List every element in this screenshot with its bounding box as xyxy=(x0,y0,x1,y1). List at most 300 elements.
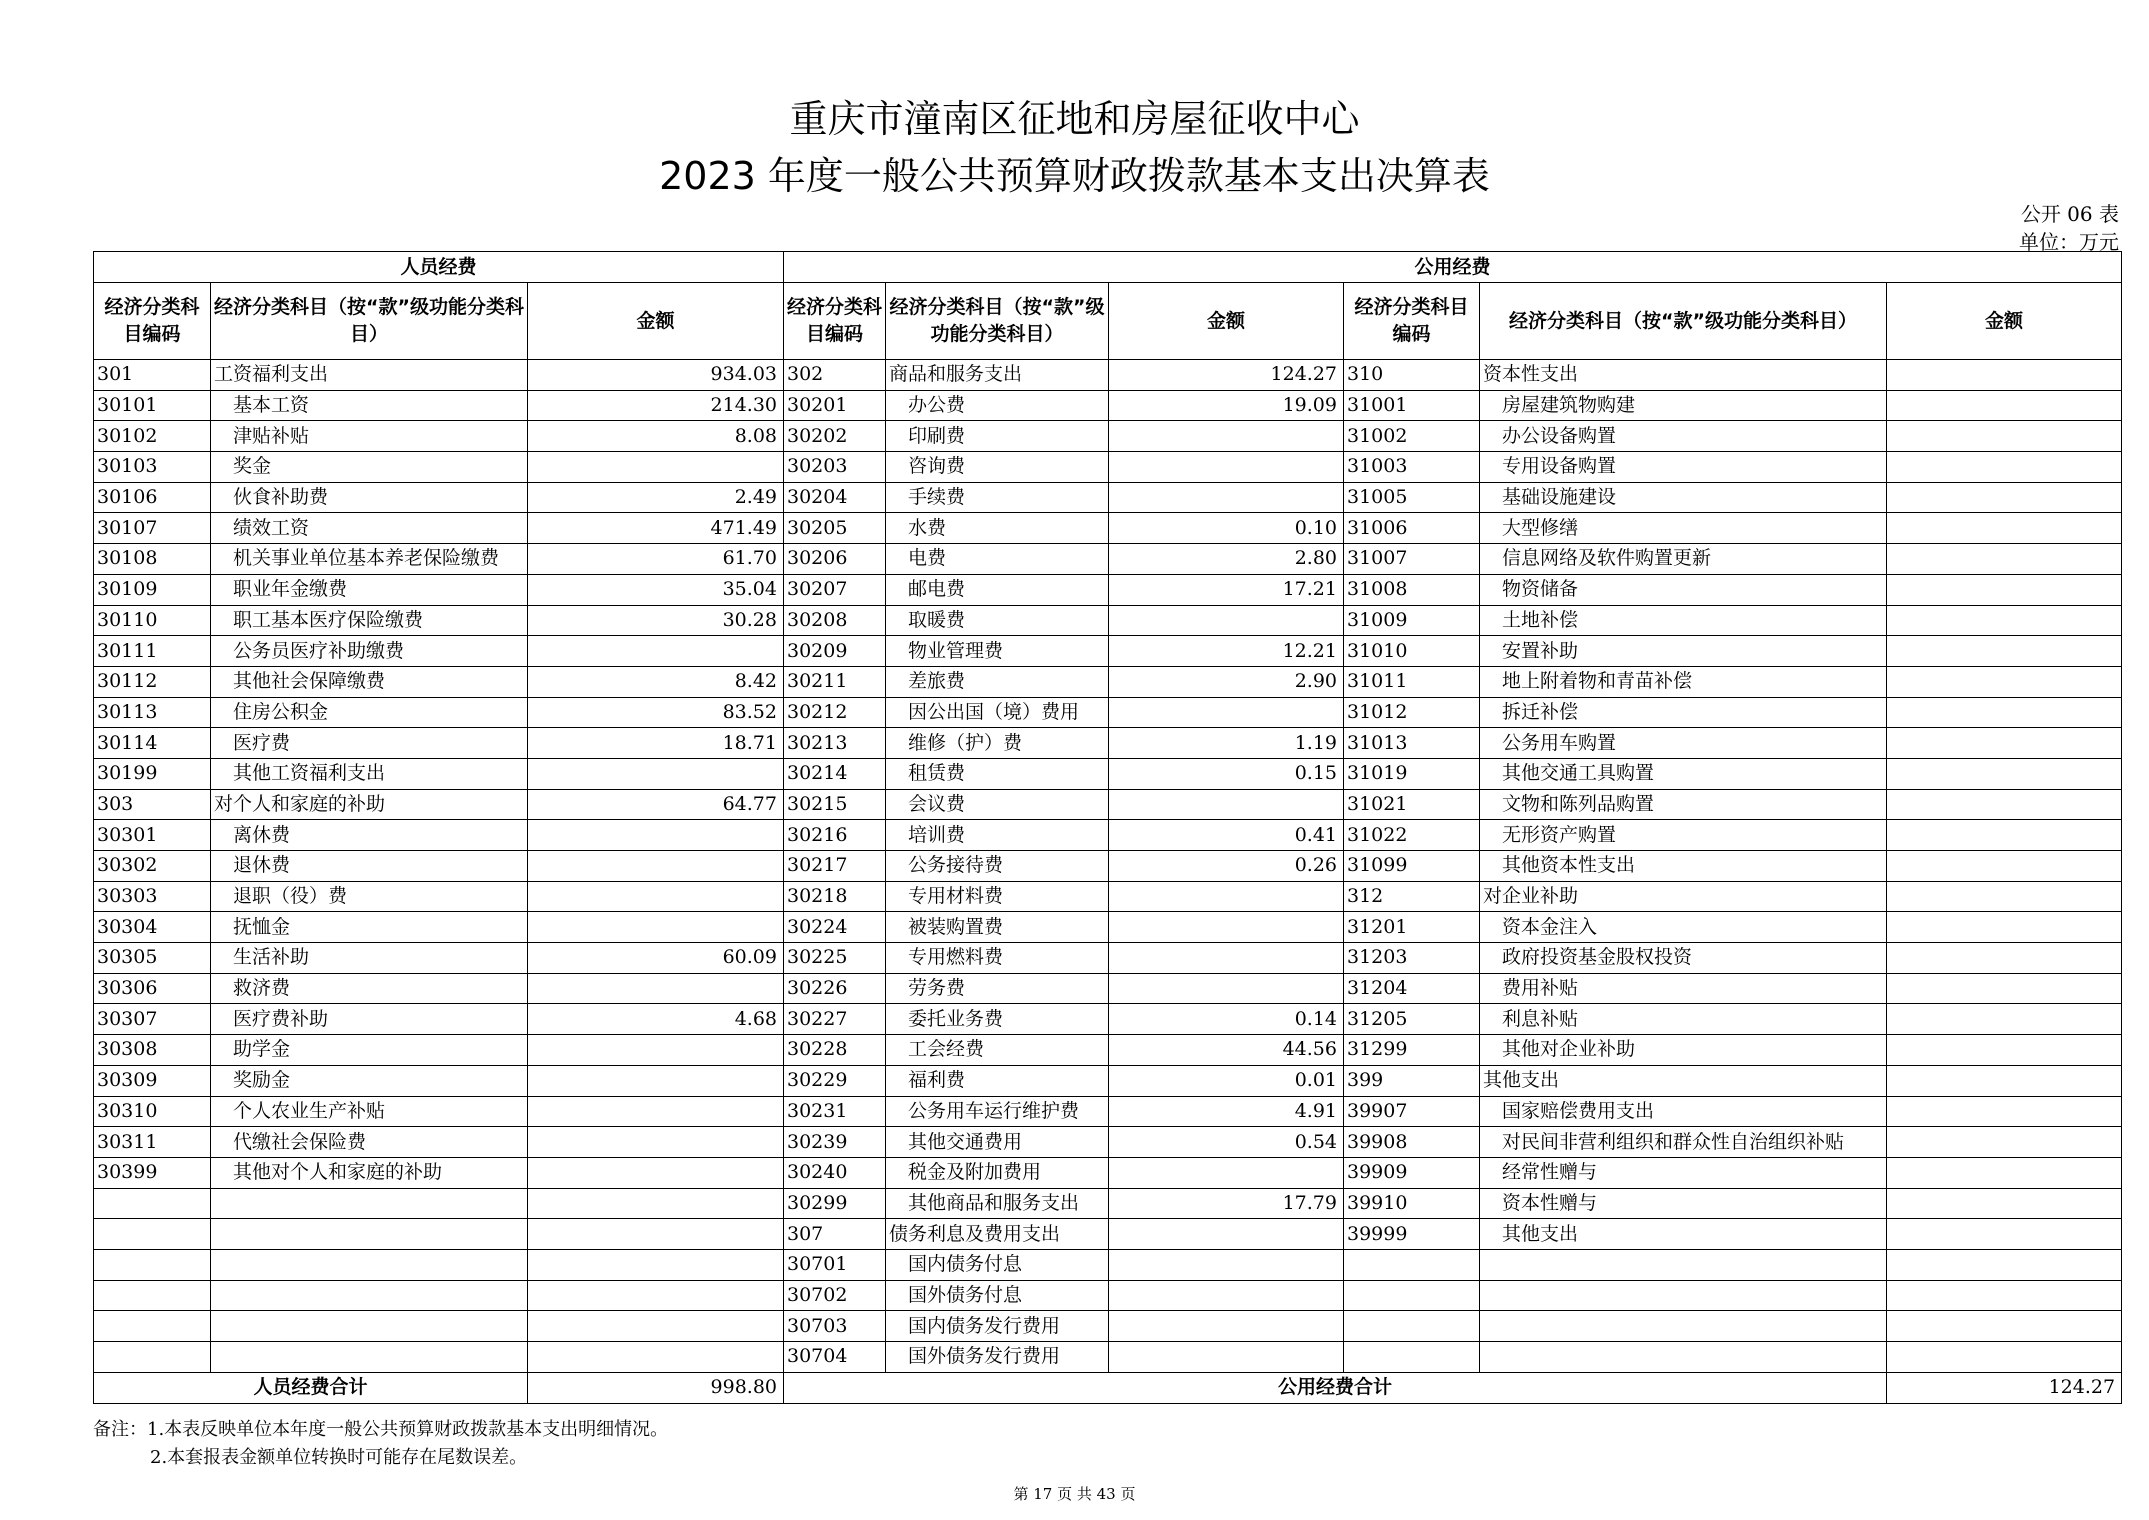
cell-amount: 30.28 xyxy=(528,605,784,636)
cell-amount: 471.49 xyxy=(528,513,784,544)
table-row xyxy=(94,973,2122,1004)
cell-name: 政府投资基金股权投资 xyxy=(1480,943,1887,974)
cell-code: 30102 xyxy=(94,421,211,452)
cell-name: 退休费 xyxy=(211,851,528,882)
cell-amount xyxy=(528,1157,784,1188)
cell-name: 资本金注入 xyxy=(1480,912,1887,943)
cell-amount xyxy=(528,1035,784,1066)
cell-code: 31006 xyxy=(1344,513,1480,544)
cell-amount xyxy=(1887,912,2122,943)
cell-code xyxy=(1344,1280,1480,1311)
cell-name: 其他支出 xyxy=(1480,1219,1887,1250)
cell-code: 39910 xyxy=(1344,1188,1480,1219)
cell-name: 住房公积金 xyxy=(211,697,528,728)
cell-name: 经常性赠与 xyxy=(1480,1157,1887,1188)
cell-code: 303 xyxy=(94,789,211,820)
title-line-1: 重庆市潼南区征地和房屋征收中心 xyxy=(789,97,1360,141)
page-number: 第 17 页 共 43 页 xyxy=(1013,1485,1136,1503)
cell-name: 办公费 xyxy=(886,390,1109,421)
cell-name: 邮电费 xyxy=(886,574,1109,605)
cell-code xyxy=(1344,1249,1480,1280)
cell-amount xyxy=(1887,758,2122,789)
table-row xyxy=(94,728,2122,759)
table-row xyxy=(94,1249,2122,1280)
cell-code: 30218 xyxy=(784,881,886,912)
cell-name: 土地补偿 xyxy=(1480,605,1887,636)
cell-code: 30224 xyxy=(784,912,886,943)
cell-name: 工会经费 xyxy=(886,1035,1109,1066)
cell-name: 专用设备购置 xyxy=(1480,452,1887,483)
cell-amount: 44.56 xyxy=(1109,1035,1344,1066)
table-row xyxy=(94,789,2122,820)
cell-code: 31005 xyxy=(1344,482,1480,513)
table-row xyxy=(94,1065,2122,1096)
cell-amount xyxy=(1109,912,1344,943)
cell-code: 31009 xyxy=(1344,605,1480,636)
cell-name: 奖励金 xyxy=(211,1065,528,1096)
cell-code: 301 xyxy=(94,360,211,391)
cell-code: 310 xyxy=(1344,360,1480,391)
cell-amount xyxy=(1887,973,2122,1004)
cell-amount xyxy=(1887,728,2122,759)
cell-code: 30306 xyxy=(94,973,211,1004)
cell-code: 39999 xyxy=(1344,1219,1480,1250)
cell-name xyxy=(211,1280,528,1311)
cell-code: 31002 xyxy=(1344,421,1480,452)
note-1: 备注：1.本表反映单位本年度一般公共预算财政拨款基本支出明细情况。 xyxy=(93,1419,669,1440)
cell-name: 文物和陈列品购置 xyxy=(1480,789,1887,820)
cell-code: 30199 xyxy=(94,758,211,789)
cell-code: 30214 xyxy=(784,758,886,789)
cell-amount: 64.77 xyxy=(528,789,784,820)
cell-amount xyxy=(528,912,784,943)
cell-amount xyxy=(1887,1127,2122,1158)
cell-amount: 2.80 xyxy=(1109,544,1344,575)
cell-code: 30107 xyxy=(94,513,211,544)
cell-code xyxy=(1344,1311,1480,1342)
cell-amount xyxy=(528,1127,784,1158)
cell-name: 费用补贴 xyxy=(1480,973,1887,1004)
cell-name xyxy=(211,1249,528,1280)
cell-name: 职业年金缴费 xyxy=(211,574,528,605)
cell-code: 30114 xyxy=(94,728,211,759)
cell-name: 无形资产购置 xyxy=(1480,820,1887,851)
header-amount: 金额 xyxy=(528,283,784,360)
cell-name: 印刷费 xyxy=(886,421,1109,452)
cell-amount xyxy=(528,636,784,667)
cell-name: 维修（护）费 xyxy=(886,728,1109,759)
cell-name: 基础设施建设 xyxy=(1480,482,1887,513)
cell-amount: 1.19 xyxy=(1109,728,1344,759)
cell-name: 水费 xyxy=(886,513,1109,544)
cell-name xyxy=(1480,1280,1887,1311)
cell-name: 其他对企业补助 xyxy=(1480,1035,1887,1066)
cell-amount: 2.90 xyxy=(1109,666,1344,697)
cell-name: 生活补助 xyxy=(211,943,528,974)
cell-amount: 0.10 xyxy=(1109,513,1344,544)
cell-amount: 0.26 xyxy=(1109,851,1344,882)
cell-name: 安置补助 xyxy=(1480,636,1887,667)
cell-name: 代缴社会保险费 xyxy=(211,1127,528,1158)
cell-amount xyxy=(1887,482,2122,513)
cell-code: 39908 xyxy=(1344,1127,1480,1158)
cell-amount: 19.09 xyxy=(1109,390,1344,421)
cell-amount xyxy=(1109,1249,1344,1280)
cell-name: 拆迁补偿 xyxy=(1480,697,1887,728)
cell-code: 31010 xyxy=(1344,636,1480,667)
cell-amount: 60.09 xyxy=(528,943,784,974)
title-line-2: 2023 年度一般公共预算财政拨款基本支出决算表 xyxy=(659,154,1490,198)
cell-amount xyxy=(528,1342,784,1373)
cell-name: 国外债务付息 xyxy=(886,1280,1109,1311)
cell-code: 31201 xyxy=(1344,912,1480,943)
table-number: 公开 06 表 xyxy=(2020,202,2119,226)
cell-code: 30303 xyxy=(94,881,211,912)
public-total-amount: 124.27 xyxy=(1887,1372,2122,1403)
table-row xyxy=(94,544,2122,575)
cell-amount xyxy=(1109,1157,1344,1188)
cell-code: 30103 xyxy=(94,452,211,483)
cell-amount xyxy=(1887,452,2122,483)
cell-name xyxy=(211,1342,528,1373)
cell-name: 医疗费 xyxy=(211,728,528,759)
cell-code: 30112 xyxy=(94,666,211,697)
unit-label: 单位：万元 xyxy=(2019,230,2119,254)
personnel-section-header: 人员经费 xyxy=(94,252,784,283)
cell-name: 其他资本性支出 xyxy=(1480,851,1887,882)
cell-code xyxy=(94,1280,211,1311)
cell-name: 被装购置费 xyxy=(886,912,1109,943)
cell-code: 30304 xyxy=(94,912,211,943)
cell-name: 其他交通工具购置 xyxy=(1480,758,1887,789)
cell-name: 医疗费补助 xyxy=(211,1004,528,1035)
public-section-header: 公用经费 xyxy=(784,252,2122,283)
cell-name: 个人农业生产补贴 xyxy=(211,1096,528,1127)
cell-amount xyxy=(528,452,784,483)
cell-code: 30216 xyxy=(784,820,886,851)
header-item: 经济分类科目（按“款”级功能分类科目） xyxy=(211,283,528,360)
cell-code: 399 xyxy=(1344,1065,1480,1096)
table-row xyxy=(94,881,2122,912)
cell-code: 30239 xyxy=(784,1127,886,1158)
cell-name: 伙食补助费 xyxy=(211,482,528,513)
cell-name xyxy=(211,1311,528,1342)
cell-amount xyxy=(1887,1249,2122,1280)
cell-amount xyxy=(1109,605,1344,636)
table-row xyxy=(94,574,2122,605)
cell-code: 30307 xyxy=(94,1004,211,1035)
cell-name: 差旅费 xyxy=(886,666,1109,697)
header-code: 经济分类科目编码 xyxy=(1344,283,1480,360)
cell-amount xyxy=(1887,1096,2122,1127)
cell-name: 工资福利支出 xyxy=(211,360,528,391)
cell-name: 离休费 xyxy=(211,820,528,851)
cell-amount: 83.52 xyxy=(528,697,784,728)
table-row xyxy=(94,1342,2122,1373)
cell-code: 30311 xyxy=(94,1127,211,1158)
cell-name: 国内债务发行费用 xyxy=(886,1311,1109,1342)
cell-name: 助学金 xyxy=(211,1035,528,1066)
cell-amount: 0.15 xyxy=(1109,758,1344,789)
cell-amount xyxy=(528,1065,784,1096)
cell-name: 电费 xyxy=(886,544,1109,575)
cell-code: 30217 xyxy=(784,851,886,882)
cell-amount: 0.41 xyxy=(1109,820,1344,851)
cell-amount xyxy=(528,820,784,851)
cell-code: 31008 xyxy=(1344,574,1480,605)
cell-name: 国外债务发行费用 xyxy=(886,1342,1109,1373)
header-amount: 金额 xyxy=(1109,283,1344,360)
cell-amount xyxy=(1109,1280,1344,1311)
cell-amount: 2.49 xyxy=(528,482,784,513)
cell-code: 30111 xyxy=(94,636,211,667)
cell-amount xyxy=(1887,605,2122,636)
cell-name: 办公设备购置 xyxy=(1480,421,1887,452)
cell-name: 其他工资福利支出 xyxy=(211,758,528,789)
table-row xyxy=(94,605,2122,636)
cell-code: 30212 xyxy=(784,697,886,728)
cell-name: 机关事业单位基本养老保险缴费 xyxy=(211,544,528,575)
cell-code: 31021 xyxy=(1344,789,1480,820)
cell-code: 30703 xyxy=(784,1311,886,1342)
cell-code: 30310 xyxy=(94,1096,211,1127)
cell-name: 地上附着物和青苗补偿 xyxy=(1480,666,1887,697)
cell-name: 其他交通费用 xyxy=(886,1127,1109,1158)
table-row xyxy=(94,360,2122,391)
cell-amount: 35.04 xyxy=(528,574,784,605)
cell-code: 30704 xyxy=(784,1342,886,1373)
cell-code: 30108 xyxy=(94,544,211,575)
table-row xyxy=(94,666,2122,697)
cell-code: 30215 xyxy=(784,789,886,820)
cell-name: 抚恤金 xyxy=(211,912,528,943)
cell-name: 福利费 xyxy=(886,1065,1109,1096)
cell-code: 30228 xyxy=(784,1035,886,1066)
cell-code: 30227 xyxy=(784,1004,886,1035)
cell-name: 租赁费 xyxy=(886,758,1109,789)
cell-amount xyxy=(1887,1342,2122,1373)
cell-code: 31001 xyxy=(1344,390,1480,421)
cell-amount: 8.42 xyxy=(528,666,784,697)
cell-amount: 4.91 xyxy=(1109,1096,1344,1127)
cell-code: 31013 xyxy=(1344,728,1480,759)
table-row xyxy=(94,851,2122,882)
cell-name: 手续费 xyxy=(886,482,1109,513)
table-row xyxy=(94,482,2122,513)
cell-name: 资本性赠与 xyxy=(1480,1188,1887,1219)
cell-name: 其他社会保障缴费 xyxy=(211,666,528,697)
cell-amount xyxy=(1109,881,1344,912)
cell-amount xyxy=(1887,881,2122,912)
cell-code: 30305 xyxy=(94,943,211,974)
cell-code: 30701 xyxy=(784,1249,886,1280)
cell-amount xyxy=(1887,697,2122,728)
cell-code: 30213 xyxy=(784,728,886,759)
table-row xyxy=(94,390,2122,421)
cell-code: 30207 xyxy=(784,574,886,605)
cell-code: 30302 xyxy=(94,851,211,882)
cell-name: 商品和服务支出 xyxy=(886,360,1109,391)
table-row xyxy=(94,452,2122,483)
cell-amount xyxy=(528,758,784,789)
cell-amount: 8.08 xyxy=(528,421,784,452)
cell-name: 其他对个人和家庭的补助 xyxy=(211,1157,528,1188)
cell-name xyxy=(1480,1249,1887,1280)
public-total-label: 公用经费合计 xyxy=(784,1372,1887,1403)
cell-amount xyxy=(528,973,784,1004)
expenditure-table xyxy=(93,251,2122,1404)
cell-code: 31299 xyxy=(1344,1035,1480,1066)
cell-amount xyxy=(1109,1219,1344,1250)
cell-code: 31003 xyxy=(1344,452,1480,483)
personnel-total-label: 人员经费合计 xyxy=(94,1372,528,1403)
cell-amount: 124.27 xyxy=(1109,360,1344,391)
cell-name: 物资储备 xyxy=(1480,574,1887,605)
cell-code: 30110 xyxy=(94,605,211,636)
cell-amount xyxy=(1887,360,2122,391)
cell-name: 大型修缮 xyxy=(1480,513,1887,544)
cell-code: 30209 xyxy=(784,636,886,667)
cell-code xyxy=(94,1342,211,1373)
cell-name: 债务利息及费用支出 xyxy=(886,1219,1109,1250)
cell-code: 30204 xyxy=(784,482,886,513)
cell-name: 公务接待费 xyxy=(886,851,1109,882)
cell-code: 312 xyxy=(1344,881,1480,912)
cell-code: 302 xyxy=(784,360,886,391)
cell-amount xyxy=(1109,943,1344,974)
cell-code: 31012 xyxy=(1344,697,1480,728)
cell-amount xyxy=(1887,943,2122,974)
cell-name: 对企业补助 xyxy=(1480,881,1887,912)
cell-code: 30702 xyxy=(784,1280,886,1311)
cell-code: 30399 xyxy=(94,1157,211,1188)
cell-name: 资本性支出 xyxy=(1480,360,1887,391)
cell-amount: 17.79 xyxy=(1109,1188,1344,1219)
cell-code: 31019 xyxy=(1344,758,1480,789)
cell-amount xyxy=(1887,390,2122,421)
cell-amount xyxy=(1887,1065,2122,1096)
cell-name: 津贴补贴 xyxy=(211,421,528,452)
cell-name: 房屋建筑物购建 xyxy=(1480,390,1887,421)
cell-amount xyxy=(1887,1311,2122,1342)
cell-name xyxy=(211,1219,528,1250)
cell-amount xyxy=(1887,1035,2122,1066)
cell-amount xyxy=(528,1096,784,1127)
cell-code: 30203 xyxy=(784,452,886,483)
cell-name: 公务用车运行维护费 xyxy=(886,1096,1109,1127)
cell-name: 国家赔偿费用支出 xyxy=(1480,1096,1887,1127)
table-row xyxy=(94,1188,2122,1219)
table-row xyxy=(94,1311,2122,1342)
table-row xyxy=(94,1035,2122,1066)
table-row xyxy=(94,912,2122,943)
cell-amount xyxy=(528,1280,784,1311)
cell-code: 30109 xyxy=(94,574,211,605)
cell-name: 会议费 xyxy=(886,789,1109,820)
cell-name xyxy=(211,1188,528,1219)
table-row xyxy=(94,1004,2122,1035)
cell-name: 退职（役）费 xyxy=(211,881,528,912)
cell-amount xyxy=(528,1249,784,1280)
cell-code: 30301 xyxy=(94,820,211,851)
cell-code: 31205 xyxy=(1344,1004,1480,1035)
cell-amount xyxy=(1887,1004,2122,1035)
cell-name: 奖金 xyxy=(211,452,528,483)
cell-amount xyxy=(1887,1188,2122,1219)
cell-amount xyxy=(1887,513,2122,544)
cell-code: 30299 xyxy=(784,1188,886,1219)
table-row xyxy=(94,513,2122,544)
cell-code: 30226 xyxy=(784,973,886,1004)
cell-name: 利息补贴 xyxy=(1480,1004,1887,1035)
cell-amount xyxy=(1887,1280,2122,1311)
cell-amount xyxy=(1887,851,2122,882)
cell-amount xyxy=(1887,789,2122,820)
cell-amount xyxy=(1887,820,2122,851)
cell-name xyxy=(1480,1342,1887,1373)
cell-amount xyxy=(1887,666,2122,697)
cell-name: 对民间非营利组织和群众性自治组织补贴 xyxy=(1480,1127,1887,1158)
cell-code xyxy=(94,1311,211,1342)
cell-code: 30201 xyxy=(784,390,886,421)
cell-amount xyxy=(528,1311,784,1342)
cell-code xyxy=(94,1188,211,1219)
table-row xyxy=(94,636,2122,667)
cell-amount xyxy=(1887,1219,2122,1250)
cell-name: 绩效工资 xyxy=(211,513,528,544)
table-row xyxy=(94,1157,2122,1188)
cell-name: 职工基本医疗保险缴费 xyxy=(211,605,528,636)
table-row xyxy=(94,1280,2122,1311)
cell-code: 31099 xyxy=(1344,851,1480,882)
cell-name: 国内债务付息 xyxy=(886,1249,1109,1280)
cell-code: 30308 xyxy=(94,1035,211,1066)
header-item: 经济分类科目（按“款”级功能分类科目） xyxy=(886,283,1109,360)
cell-amount xyxy=(1887,421,2122,452)
cell-name: 专用材料费 xyxy=(886,881,1109,912)
cell-code: 39909 xyxy=(1344,1157,1480,1188)
cell-amount xyxy=(1109,697,1344,728)
cell-code: 30206 xyxy=(784,544,886,575)
table-row xyxy=(94,421,2122,452)
cell-amount: 61.70 xyxy=(528,544,784,575)
personnel-total-amount: 998.80 xyxy=(528,1372,784,1403)
cell-amount xyxy=(1109,1311,1344,1342)
cell-amount: 934.03 xyxy=(528,360,784,391)
table-row xyxy=(94,758,2122,789)
cell-name: 劳务费 xyxy=(886,973,1109,1004)
cell-name xyxy=(1480,1311,1887,1342)
cell-name: 基本工资 xyxy=(211,390,528,421)
cell-name: 咨询费 xyxy=(886,452,1109,483)
cell-amount: 0.01 xyxy=(1109,1065,1344,1096)
cell-code xyxy=(94,1219,211,1250)
cell-name: 委托业务费 xyxy=(886,1004,1109,1035)
header-code: 经济分类科目编码 xyxy=(784,283,886,360)
cell-code: 30101 xyxy=(94,390,211,421)
cell-amount: 214.30 xyxy=(528,390,784,421)
cell-name: 公务员医疗补助缴费 xyxy=(211,636,528,667)
table-row xyxy=(94,1219,2122,1250)
cell-code: 31022 xyxy=(1344,820,1480,851)
cell-name: 其他商品和服务支出 xyxy=(886,1188,1109,1219)
cell-code: 30113 xyxy=(94,697,211,728)
table-row xyxy=(94,820,2122,851)
cell-name: 物业管理费 xyxy=(886,636,1109,667)
cell-code: 307 xyxy=(784,1219,886,1250)
cell-amount xyxy=(1887,544,2122,575)
cell-amount xyxy=(1887,636,2122,667)
